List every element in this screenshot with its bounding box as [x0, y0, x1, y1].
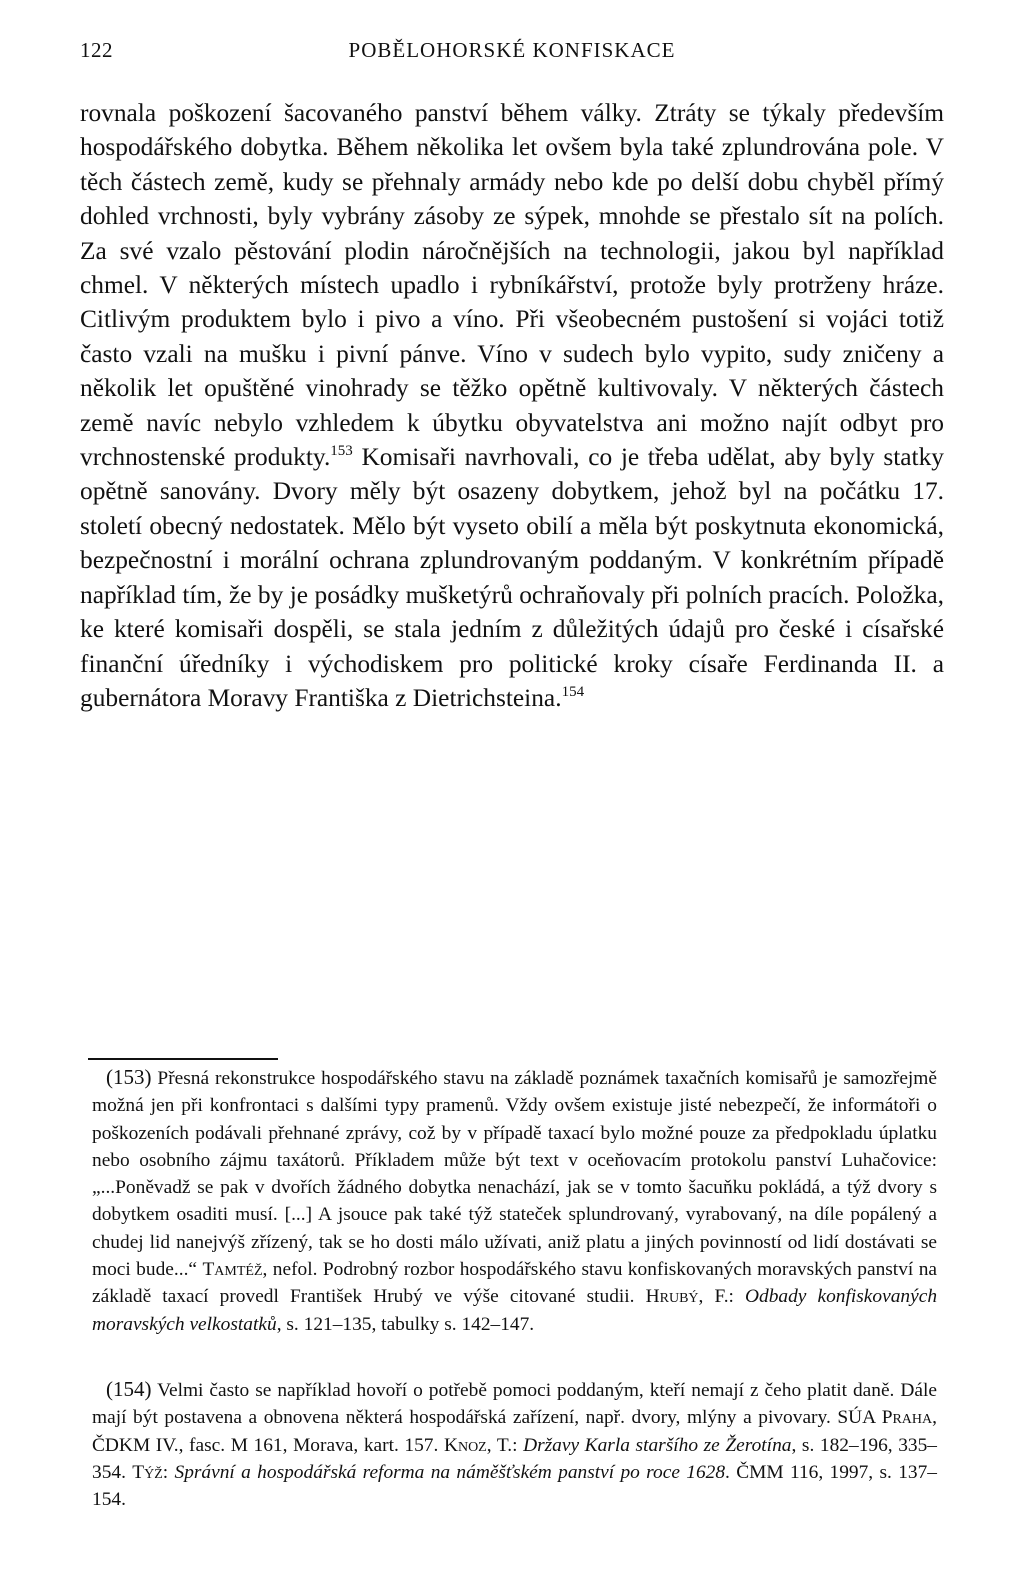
main-text-part-1: rovnala poškození šacovaného panství během války. Ztráty se týkaly především hospodářského dobytka. Během několika let ovšem byla také zplundrována pole. V těch částech země, kudy se přehnaly armády nebo kde po delší dobu chyběl přímý dohled vrchnosti, byly vybrány zásoby ze sýpek, mnohde se přestalo sít na polích. Za své vzalo pěstování plodin náročnějších na technologii, jakou byl například chmel. V některých místech upadlo i rybníkářství, protože byly protrženy hráze. Citlivým produktem bylo i pivo a víno. Při všeobecném pustošení si vojáci totiž často vzali na mušku i pivní pánve. Víno v sudech bylo vypito, sudy zničeny a několik let opuštěné vinohrady se těžko opětně kultivovaly. V některých částech země navíc nebylo vzhledem k úbytku obyvatelstva ani možno najít odbyt pro vrchnostenské produkty.	[80, 99, 944, 472]
footnote-text: , nefol. Podrobný rozbor hospodářského stavu konfiskovaných moravských panství na základě taxací provedl František Hrubý ve výše citované studii.	[92, 1259, 937, 1308]
footnote-ref-153: 153	[330, 443, 353, 460]
main-paragraph	[80, 96, 944, 715]
footnote-text: . ČMM 116, 1997, s. 137–154.	[92, 1461, 937, 1511]
footnote-text: Velmi často se například hovoří o potřebě pomoci poddaným, kteří nemají z čeho platit daně. Dále mají být postavena a obnovena některá hospodářská zařízení, např. dvory, mlýny a pivovary. SÚA	[92, 1380, 937, 1429]
footnote-text: :	[162, 1461, 175, 1483]
footnote-154	[92, 1376, 937, 1513]
footnote-text: , s. 121–135, tabulky s. 142–147.	[276, 1313, 535, 1335]
footnote-text: , F.:	[698, 1286, 746, 1308]
footnote-text: , T.:	[486, 1434, 524, 1456]
footnote-title: Odbady konfiskovaných moravských velkostatků	[92, 1286, 938, 1335]
footnote-title: Državy Karla staršího ze Žerotína	[523, 1434, 792, 1456]
footnote-number: (153)	[106, 1065, 152, 1089]
footnote-separator	[88, 1058, 278, 1060]
footnote-text: , s. 182–196, 335–354.	[92, 1434, 938, 1483]
page-number: 122	[80, 38, 113, 62]
footnote-title: Správní a hospodářská reforma na náměšťském panství po roce 1628	[174, 1461, 726, 1483]
footnote-tamtez: Tamtéž	[202, 1259, 263, 1281]
footnote-153	[92, 1064, 937, 1338]
footnote-author: Hrubý	[645, 1286, 699, 1308]
footnote-author: Knoz	[443, 1434, 487, 1456]
footnote-tyz: Týž	[132, 1461, 163, 1483]
running-head: POBĚLOHORSKÉ KONFISKACE	[348, 38, 676, 62]
footnote-text: , ČDKM IV., fasc. M 161, Morava, kart. 157.	[92, 1407, 937, 1456]
footnote-ref-154: 154	[561, 683, 585, 700]
main-text-part-2: Komisaři navrhovali, co je třeba udělat, aby byly statky opětně sanovány. Dvory měly být osazeny dobytkem, jehož byl na počátku 17. století obecný nedostatek. Mělo být vyseto obilí a měla být poskytnuta ekonomická, bezpečnostní i morální ochrana zplundrovaným poddaným. V konkrétním případě například tím, že by je posádky mušketýrů ochraňovaly při polních pracích. Položka, ke které komisaři dospěli, se stala jedním z důležitých údajů pro české i císařské finanční úředníky i východiskem pro politické kroky císaře Ferdinanda II. a gubernátora Moravy Františka z Dietrichsteina.	[80, 443, 945, 712]
footnote-archive: Praha	[881, 1407, 933, 1429]
footnote-number: (154)	[106, 1377, 152, 1401]
footnote-text: Přesná rekonstrukce hospodářského stavu na základě poznámek taxačních komisařů je samozřejmě možná jen při konfrontaci s dalšími typy pramenů. Vždy ovšem existuje jisté nebezpečí, že informátoři o poškozeních podávali přehnané zprávy, což by v případě taxací bylo možné pouze za předpokladu úplatku nebo osobního zájmu taxátorů. Příkladem může být text v oceňovacím protokolu panství Luhačovice: „...Poněvadž se pak v dvořích žádného dobytka nenachází, jak se v tomto šacuňku pokládá, a týž dvory s dobytkem osaditi musí. [...] A jsouce pak také týž stateček splundrovaný, vyrabovaný, na díle popálený a chudej lid nanejvýš zřízený, tak se ho dosti málo užívati, aniž platu a jiných povinností od lidí dostávati se moci bude...“	[92, 1068, 937, 1281]
